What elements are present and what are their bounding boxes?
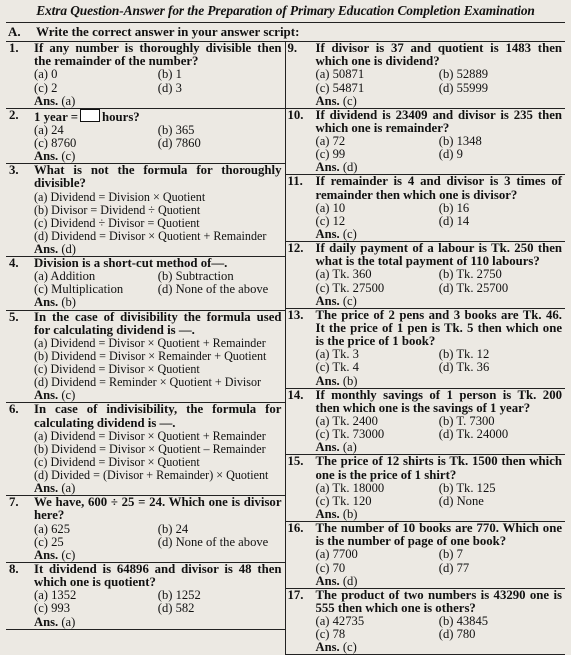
options-group: [34, 430, 282, 482]
question-stem: We have, 600 ÷ 25 = 24. Which one is divisor here?: [34, 495, 282, 523]
question-stem: If daily payment of a labour is Tk. 250 then what is the total payment of 110 labours?: [315, 241, 562, 269]
option: (d) 77: [438, 560, 470, 575]
question-body: [316, 589, 566, 655]
answer-value: (d): [342, 160, 358, 175]
answer-label: Ans.: [34, 149, 59, 164]
question-item: [286, 309, 566, 389]
option: (d) None of the above: [157, 282, 269, 297]
question-body: [34, 257, 285, 309]
question-body: [34, 496, 285, 562]
question-stem: What is not the formula for thoroughly divisible?: [34, 163, 282, 191]
option: (c) 54871: [315, 80, 365, 95]
options-group: [316, 548, 563, 574]
option: (c) 78: [315, 627, 346, 642]
answer-label: Ans.: [34, 614, 59, 629]
option: (b) Divisor = Dividend ÷ Quotient: [34, 202, 201, 217]
question-item: [6, 496, 285, 563]
question-stem: The number of 10 books are 770. Which one is the number of page of one book?: [315, 521, 562, 549]
option: (d) Dividend = Reminder × Quotient + Divisor: [34, 375, 262, 390]
question-number: 15.: [287, 454, 304, 469]
options-group: [34, 589, 282, 615]
question-number: 5.: [9, 309, 19, 324]
answer-label: Ans.: [315, 93, 340, 108]
answer-line: [34, 616, 282, 629]
question-item: [286, 455, 566, 522]
options-group: [34, 270, 282, 296]
stem-text-after: hours?: [102, 109, 140, 124]
question-item: [6, 311, 285, 404]
question-number: 14.: [287, 387, 304, 402]
option: (b) Dividend = Divisor × Quotient – Remainder: [34, 441, 266, 456]
question-number: 16.: [287, 521, 304, 536]
option: (b) 52889: [438, 67, 489, 82]
answer-value: (c): [61, 547, 76, 562]
option: (c) 12: [315, 213, 346, 228]
stem-text-before: 1 year =: [34, 109, 79, 124]
options-group: [316, 202, 563, 228]
section-instruction: Write the correct answer in your answer script:: [36, 24, 300, 39]
option: (d) 9: [438, 147, 463, 162]
option: (c) Tk. 27500: [315, 280, 385, 295]
answer-label: Ans.: [34, 295, 59, 310]
question-stem: If remainder is 4 and divisor is 3 times of remainder then which one is divisor?: [315, 174, 562, 202]
options-group: [34, 124, 282, 150]
option: (d) 582: [157, 601, 195, 616]
question-body: [34, 403, 285, 495]
question-number: 8.: [9, 561, 19, 576]
question-stem: In the case of divisibility the formula used for calculating dividend is —.: [34, 309, 282, 337]
answer-value: (c): [342, 293, 357, 308]
answer-line: [316, 228, 563, 241]
answer-value: (b): [342, 373, 358, 388]
question-stem: Division is a short-cut method of—.: [34, 256, 228, 271]
option: (b) Dividend = Divisor × Remainder + Quotient: [34, 349, 267, 364]
section-label: A.: [8, 24, 21, 39]
question-item: [6, 563, 285, 630]
question-body: [316, 242, 566, 308]
question-number: 2.: [9, 107, 19, 122]
question-body: [34, 109, 285, 163]
question-number: 10.: [287, 107, 304, 122]
answer-value: (d): [61, 241, 76, 256]
option: (a) 50871: [315, 67, 365, 82]
option: (a) 625: [34, 521, 71, 536]
option: (d) 14: [438, 213, 470, 228]
answer-label: Ans.: [315, 440, 340, 455]
options-group: [316, 268, 563, 294]
answer-label: Ans.: [34, 241, 59, 256]
options-group: [34, 337, 282, 389]
option: (a) 10: [315, 200, 346, 215]
right-question-column: [286, 42, 566, 655]
option: (b) 24: [157, 521, 189, 536]
option: (b) Tk. 2750: [438, 267, 502, 282]
option: (d) Tk. 24000: [438, 427, 509, 442]
option: (d) Divided = (Divisor + Remainder) × Quotient: [34, 468, 269, 483]
question-body: [34, 164, 285, 256]
question-item: [286, 175, 566, 242]
answer-value: (c): [342, 226, 357, 241]
option: (b) T. 7300: [438, 414, 495, 429]
question-body: [316, 175, 566, 241]
question-stem: If divisor is 37 and quotient is 1483 then which one is dividend?: [315, 41, 562, 69]
answer-label: Ans.: [315, 293, 340, 308]
answer-line: [34, 95, 282, 108]
options-group: [316, 135, 563, 161]
question-stem: [34, 109, 282, 124]
answer-label: Ans.: [34, 481, 59, 496]
question-stem: If any number is thoroughly divisible then the remainder of the number?: [34, 41, 282, 69]
answer-value: (b): [61, 295, 76, 310]
question-number: 17.: [287, 587, 304, 602]
question-number: 6.: [9, 402, 19, 417]
answer-label: Ans.: [34, 547, 59, 562]
answer-label: Ans.: [315, 373, 340, 388]
question-item: [286, 242, 566, 309]
question-body: [316, 389, 566, 455]
question-item: [6, 257, 285, 310]
answer-value: (a): [342, 440, 357, 455]
answer-value: (c): [342, 640, 357, 655]
answer-value: (d): [342, 573, 358, 588]
option: (c) 99: [315, 147, 346, 162]
option: (d) Tk. 25700: [438, 280, 509, 295]
option: (b) 365: [157, 122, 195, 137]
option: (a) Tk. 3: [315, 347, 359, 362]
option: (b) 1348: [438, 134, 482, 149]
question-stem: The price of 12 shirts is Tk. 1500 then which one is the price of 1 shirt?: [315, 454, 562, 482]
option: (b) 7: [438, 547, 463, 562]
answer-line: [316, 95, 563, 108]
question-number: 12.: [287, 241, 304, 256]
question-item: [6, 403, 285, 496]
question-number: 3.: [9, 163, 19, 178]
answer-line: [34, 389, 282, 402]
answer-value: (a): [61, 614, 76, 629]
answer-label: Ans.: [315, 226, 340, 241]
option: (c) 2: [34, 80, 58, 95]
question-body: [34, 563, 285, 629]
question-number: 4.: [9, 256, 19, 271]
question-item: [286, 589, 566, 655]
option: (c) Dividend ÷ Divisor = Quotient: [34, 215, 200, 230]
answer-value: (c): [61, 149, 76, 164]
options-group: [316, 348, 563, 374]
question-body: [316, 309, 566, 388]
answer-line: [34, 549, 282, 562]
options-group: [316, 68, 563, 94]
question-item: [286, 42, 566, 109]
answer-label: Ans.: [315, 640, 340, 655]
option: (c) 8760: [34, 135, 77, 150]
answer-label: Ans.: [34, 388, 59, 403]
question-number: 13.: [287, 307, 304, 322]
option: (d) 7860: [157, 135, 201, 150]
option: (d) 55999: [438, 80, 489, 95]
option: (a) Addition: [34, 269, 96, 284]
option: (d) Tk. 36: [438, 360, 490, 375]
answer-label: Ans.: [34, 93, 59, 108]
document-title: Extra Question-Answer for the Preparation of Primary Education Completion Examination: [6, 3, 565, 23]
option: (a) Dividend = Divisor × Quotient + Remainder: [34, 428, 266, 443]
option: (b) 16: [438, 200, 470, 215]
option: (b) Tk. 12: [438, 347, 490, 362]
option: (d) 780: [438, 627, 476, 642]
option: (c) Tk. 120: [315, 493, 372, 508]
question-number: 9.: [287, 41, 298, 55]
option: (c) 70: [315, 560, 346, 575]
question-stem: It dividend is 64896 and divisor is 48 then which one is quotient?: [34, 561, 282, 590]
answer-line: [316, 295, 563, 308]
option: (b) 1: [157, 67, 182, 82]
answer-line: [34, 482, 282, 495]
answer-line: [316, 508, 563, 521]
option: (b) Subtraction: [157, 269, 234, 284]
question-number: 1.: [9, 41, 19, 55]
question-body: [316, 42, 566, 108]
question-columns: [6, 42, 565, 655]
question-body: [34, 42, 285, 108]
option: (d) None of the above: [157, 534, 269, 549]
answer-label: Ans.: [315, 573, 340, 588]
options-group: [34, 191, 282, 243]
question-stem: If monthly savings of 1 person is Tk. 200 then which one is the savings of 1 year?: [315, 387, 562, 415]
question-item: [6, 42, 285, 109]
question-body: [316, 522, 566, 588]
option: (d) None: [438, 493, 484, 508]
answer-label: Ans.: [315, 160, 340, 175]
answer-line: [34, 243, 282, 256]
option: (b) 1252: [157, 588, 201, 603]
option: (a) 72: [315, 134, 346, 149]
option: (c) 993: [34, 601, 71, 616]
answer-line: [34, 150, 282, 163]
question-body: [316, 109, 566, 175]
question-body: [34, 311, 285, 403]
answer-label: Ans.: [315, 506, 340, 521]
left-question-column: [6, 42, 286, 655]
option: (c) Dividend = Divisor × Quotient: [34, 362, 200, 377]
option: (d) Dividend = Divisor × Quotient + Remainder: [34, 228, 267, 243]
option: (a) 1352: [34, 588, 77, 603]
option: (c) Tk. 73000: [315, 427, 385, 442]
option: (b) Tk. 125: [438, 480, 496, 495]
question-number: 7.: [9, 495, 19, 510]
answer-blank-box: [80, 109, 100, 122]
question-stem: The price of 2 pens and 3 books are Tk. 46. It the price of 1 pen is Tk. 5 then which one is the price of 1 book?: [315, 307, 562, 349]
section-header: [6, 23, 565, 42]
answer-line: [316, 375, 563, 388]
answer-value: (a): [61, 481, 76, 496]
answer-line: [34, 296, 282, 309]
question-item: [6, 109, 285, 164]
question-body: [316, 455, 566, 521]
answer-value: (b): [342, 506, 358, 521]
option: (c) Dividend = Divisor × Quotient: [34, 455, 200, 469]
option: (b) 43845: [438, 614, 489, 629]
options-group: [316, 482, 563, 508]
option: (a) Tk. 2400: [315, 414, 378, 429]
question-item: [6, 164, 285, 257]
options-group: [316, 615, 563, 641]
options-group: [316, 415, 563, 441]
option: (a) Dividend = Division × Quotient: [34, 189, 206, 204]
question-stem: If dividend is 23409 and divisor is 235 then which one is remainder?: [315, 107, 562, 135]
option: (a) Tk. 18000: [315, 480, 385, 495]
option: (a) 0: [34, 67, 58, 82]
options-group: [34, 523, 282, 549]
answer-line: [316, 641, 563, 654]
question-item: [286, 389, 566, 456]
answer-value: (c): [342, 93, 357, 108]
answer-value: (a): [61, 93, 76, 108]
option: (a) Tk. 360: [315, 267, 372, 282]
option: (c) Tk. 4: [315, 360, 359, 375]
question-number: 11.: [287, 174, 303, 189]
answer-line: [316, 441, 563, 454]
answer-line: [316, 575, 563, 588]
question-stem: In case of indivisibility, the formula for calculating dividend is —.: [34, 402, 282, 430]
option: (c) 25: [34, 534, 64, 549]
option: (a) 42735: [315, 614, 365, 629]
answer-value: (c): [61, 388, 76, 403]
option: (d) 3: [157, 80, 182, 95]
question-item: [286, 109, 566, 176]
option: (c) Multiplication: [34, 282, 124, 297]
option: (a) Dividend = Divisor × Quotient + Remainder: [34, 335, 266, 350]
options-group: [34, 68, 282, 94]
question-item: [286, 522, 566, 589]
answer-line: [316, 161, 563, 174]
option: (a) 24: [34, 122, 64, 137]
option: (a) 7700: [315, 547, 358, 562]
question-stem: The product of two numbers is 43290 one is 555 then which one is others?: [315, 587, 562, 615]
